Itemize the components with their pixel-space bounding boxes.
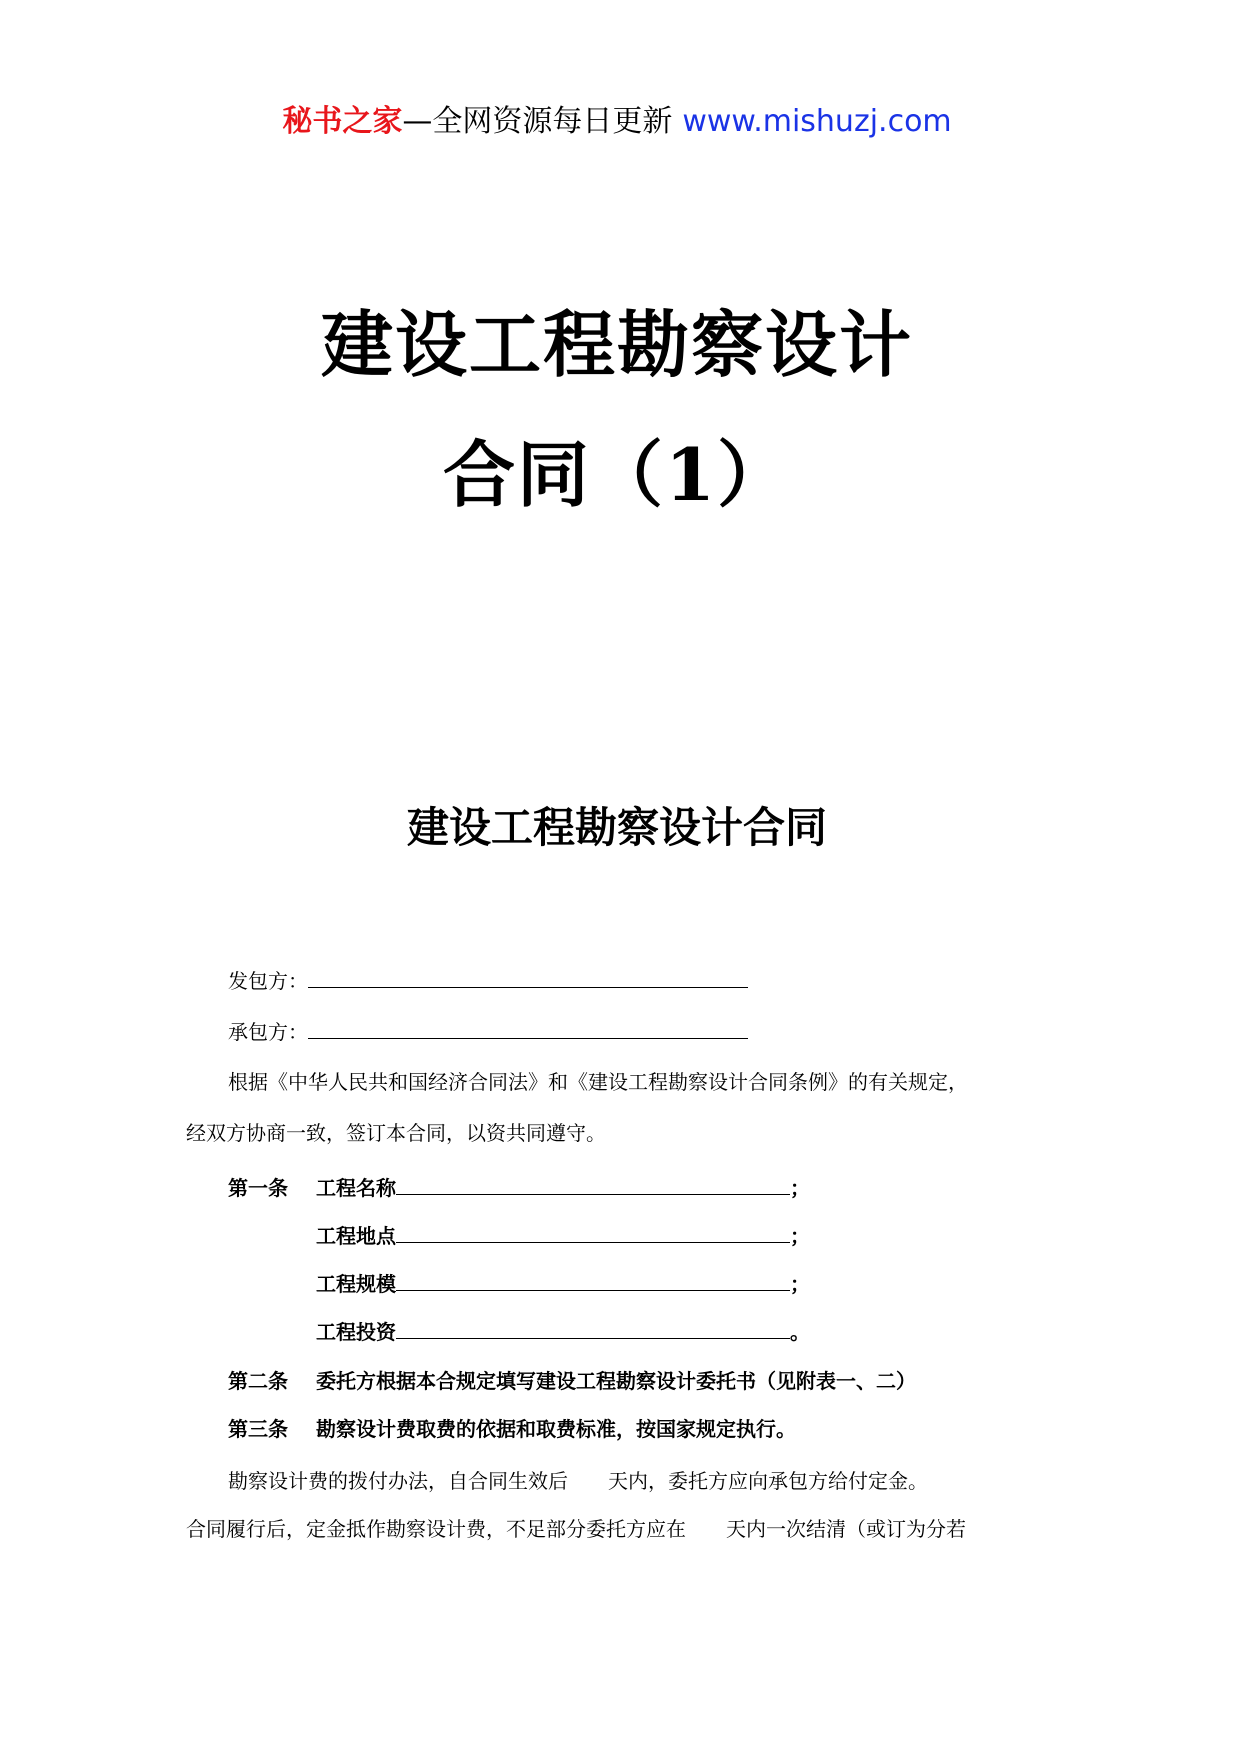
field-end-3: ； <box>790 1272 810 1296</box>
party-b-row <box>228 1016 748 1047</box>
payment-line-1-a: 勘察设计费的拨付办法，自合同生效后 <box>228 1469 568 1493</box>
field-project-name: 工程名称 <box>316 1176 396 1200</box>
article2-row <box>228 1366 916 1396</box>
article2-label: 第二条 <box>228 1369 288 1393</box>
article3-row <box>228 1414 796 1444</box>
article3-label: 第三条 <box>228 1417 288 1441</box>
cover-title-line1: 建设工程勘察设计 <box>320 302 913 387</box>
site-link[interactable]: www.mishuzj.com <box>682 104 952 139</box>
article2-text: 委托方根据本合规定填写建设工程勘察设计委托书（见附表一、二） <box>316 1369 916 1393</box>
party-b-label: 承包方： <box>228 1020 308 1044</box>
article1-row-investment <box>228 1316 810 1347</box>
party-b-blank <box>308 1016 748 1039</box>
slogan: —全网资源每日更新 <box>402 104 673 139</box>
brand-name: 秘书之家 <box>282 104 403 139</box>
site-header <box>0 100 1234 144</box>
party-a-row <box>228 965 748 996</box>
project-scale-blank <box>396 1268 790 1291</box>
article1-label: 第一条 <box>228 1176 288 1200</box>
article1-row-scale <box>228 1268 810 1299</box>
party-a-blank <box>308 965 748 988</box>
payment-line-2-a: 合同履行后，定金抵作勘察设计费，不足部分委托方应在 <box>186 1517 686 1541</box>
field-project-scale: 工程规模 <box>316 1272 396 1296</box>
party-a-label: 发包方： <box>228 969 308 993</box>
field-project-investment: 工程投资 <box>316 1320 396 1344</box>
article1-row-name <box>228 1172 810 1203</box>
article1-row-location <box>228 1220 810 1251</box>
document-heading: 建设工程勘察设计合同 <box>406 803 827 852</box>
payment-line-2 <box>186 1514 966 1544</box>
intro-line-2: 经双方协商一致，签订本合同，以资共同遵守。 <box>186 1121 606 1145</box>
field-project-location: 工程地点 <box>316 1224 396 1248</box>
cover-title-line2: 合同（1） <box>442 432 792 517</box>
field-end-4: 。 <box>790 1320 810 1344</box>
intro-line-1: 根据《中华人民共和国经济合同法》和《建设工程勘察设计合同条例》的有关规定， <box>228 1070 968 1094</box>
payment-line-1-b: 天内，委托方应向承包方给付定金。 <box>608 1469 928 1493</box>
field-end-1: ； <box>790 1176 810 1200</box>
project-investment-blank <box>396 1316 790 1339</box>
payment-line-2-b: 天内一次结清（或订为分若 <box>726 1517 966 1541</box>
payment-line-1 <box>228 1466 928 1496</box>
field-end-2: ； <box>790 1224 810 1248</box>
article3-text: 勘察设计费取费的依据和取费标准，按国家规定执行。 <box>316 1417 796 1441</box>
project-location-blank <box>396 1220 790 1243</box>
project-name-blank <box>396 1172 790 1195</box>
